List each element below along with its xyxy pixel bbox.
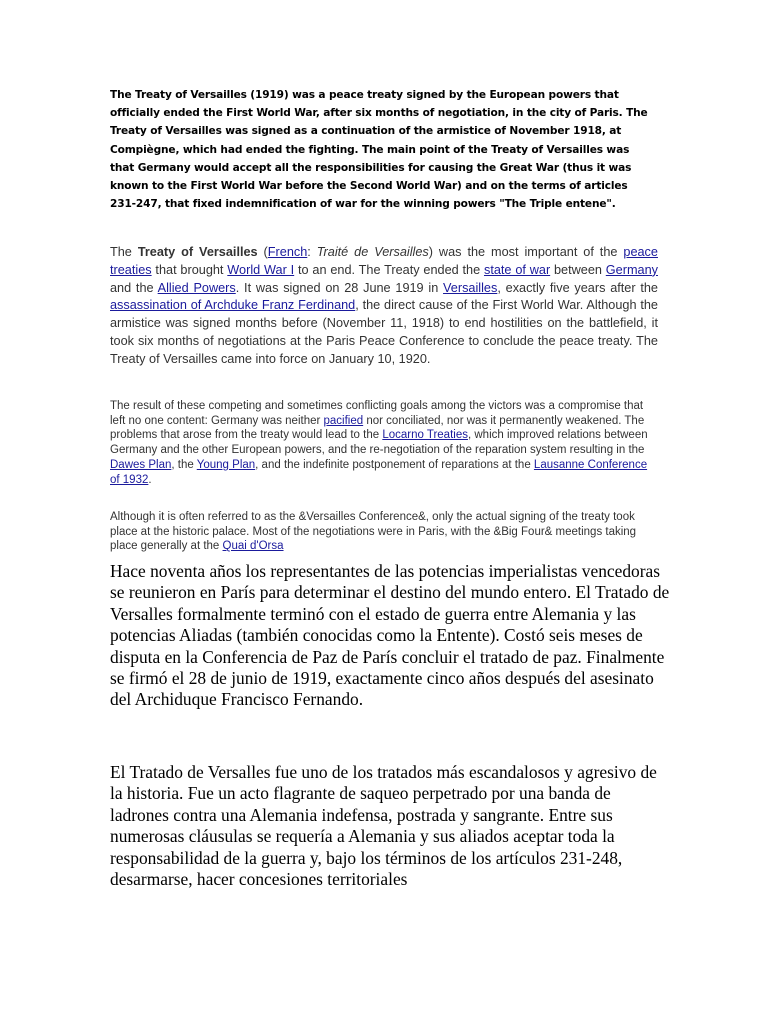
link-assassination[interactable]: assassination of Archduke Franz Ferdinand [110, 298, 356, 313]
link-quai-dorsa[interactable]: Quai d'Orsa [222, 540, 284, 553]
text-run: The result of these competing and sometimes conflicting goals among the victors was a compromise that left no one content: Germany was neither [110, 400, 644, 427]
text-run: that brought [151, 262, 228, 277]
link-germany[interactable]: Germany [605, 262, 658, 277]
text-run: between [550, 262, 606, 277]
link-dawes-plan[interactable]: Dawes Plan [110, 458, 172, 471]
link-world-war-i[interactable]: World War I [227, 262, 295, 277]
text-run: . It was signed on 28 June 1919 in [235, 280, 444, 295]
link-versailles[interactable]: Versailles [443, 280, 498, 295]
link-young-plan[interactable]: Young Plan [196, 458, 256, 471]
text-run: , exactly five years after the [497, 280, 658, 295]
text-run: Although it is often referred to as the &Versailles Conference&, only the actual signing of the treaty took place at the historic palace. Most of the negotiations were in Paris, with the &Big Four& meetings taking place generally at the [110, 511, 637, 553]
text-run: . [148, 473, 152, 486]
link-state-of-war[interactable]: state of war [483, 262, 551, 277]
text-run: , which improved relations between Germany and the other European powers, and the re-negotiation of the reparation system resulting in the [110, 429, 648, 457]
link-allied-powers[interactable]: Allied Powers [157, 280, 236, 295]
paragraph-spanish-intro: Hace noventa años los representantes de las potencias imperialistas vencedoras se reunieron en París para determinar el destino del mundo entero. El Tratado de Versalles formalmente terminó con el estado de guerra entre Alemania y las potencias Aliadas (también conocidas como la Entente). Costó seis meses de disputa en la Conferencia de Paz de París concluir el tratado de paz. Finalmente se firmó el 28 de junio de 1919, exactamente cinco años después del asesinato del Archiduque Francisco Fernando. [110, 561, 670, 710]
text-run: ) was the most important of the [428, 245, 624, 259]
text-run: , the [171, 458, 197, 471]
paragraph-treaty-wiki [110, 244, 658, 369]
text-run: , and the indefinite postponement of reparations at the [255, 458, 534, 471]
paragraph-spanish-treaty: El Tratado de Versalles fue uno de los tratados más escandalosos y agresivo de la historia. Fue un acto flagrante de saqueo perpetrado por una banda de ladrones contra una Alemania indefensa, postrada y sangrante. Entre sus numerosas cláusulas se requería a Alemania y sus aliados aceptar toda la responsabilidad de la guerra y, bajo los términos de los artículos 231-248, desarmarse, hacer concesiones territoriales [110, 762, 657, 890]
text-run: ( [257, 245, 268, 259]
text-run: and the [110, 280, 158, 295]
link-pacified[interactable]: pacified [323, 414, 364, 427]
text-run: to an end. The Treaty ended the [294, 262, 484, 277]
paragraph-result-victors [110, 399, 655, 487]
paragraph-treaty-summary: The Treaty of Versailles (1919) was a peace treaty signed by the European powers that officially ended the First World War, after six months of negotiation, in the city of Paris. The Treaty of Versailles was signed as a continuation of the armistice of November 1918, at Compiègne, which had ended the fighting. The main point of the Treaty of Versailles was that Germany would accept all the responsibilities for causing the Great War (thus it was known to the First World War before the Second World War) and on the terms of articles 231-247, that fixed indemnification of war for the winning powers "The Triple entene". [110, 89, 648, 211]
link-french[interactable]: French [267, 245, 308, 259]
text-run: , the direct cause of the First World War. Although the armistice was signed months before (November 11, 1918) to end hostilities on the battlefield, it took six months of negotiations at the Paris Peace Conference to conclude the peace treaty. The Treaty of Versailles came into force on January 10, 1920. [110, 298, 658, 366]
paragraph-conference-location [110, 510, 655, 554]
link-locarno-treaties[interactable]: Locarno Treaties [382, 429, 468, 442]
link-peace-treaties[interactable]: peace treaties [110, 245, 658, 277]
link-lausanne-conference[interactable]: Lausanne Conference of 1932 [110, 458, 648, 486]
text-run: : [307, 245, 317, 259]
text-run: nor conciliated, nor was it permanently weakened. The problems that arose from the treaty would lead to the [110, 414, 645, 442]
text-run: The [110, 245, 138, 259]
treaty-title-bold: Treaty of Versailles [137, 245, 258, 259]
french-title-italic: Traité de Versailles [316, 245, 429, 259]
